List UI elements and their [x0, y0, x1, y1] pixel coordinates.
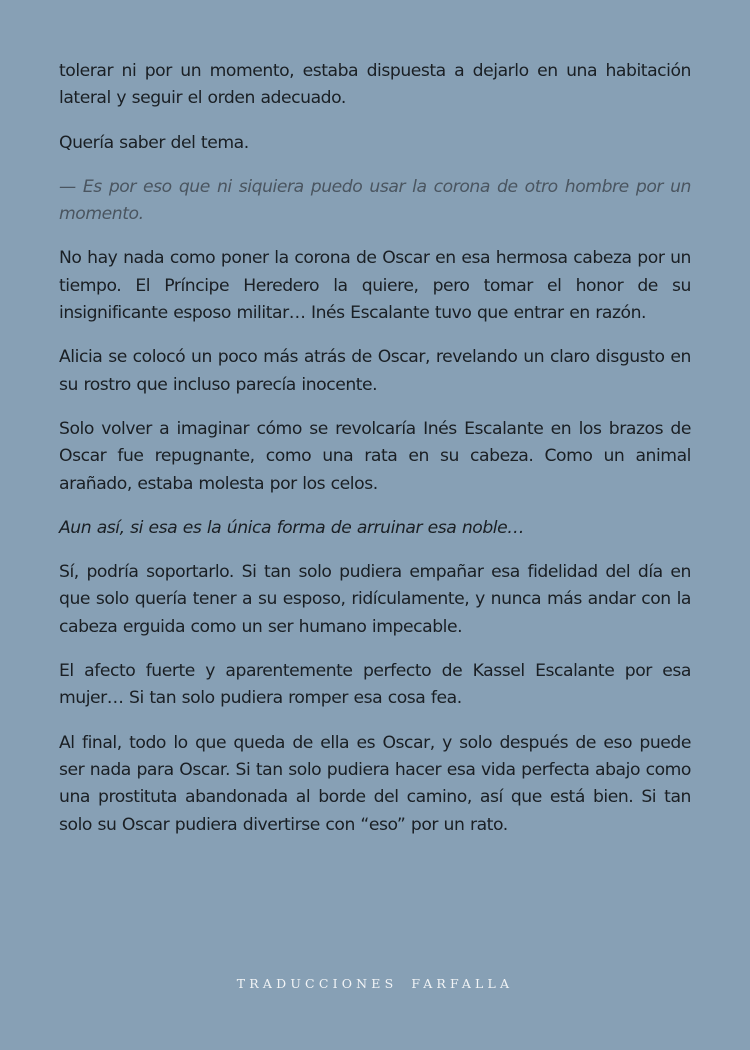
paragraph: El afecto fuerte y aparentemente perfecto de Kassel Escalante por esa mujer… Si tan solo pudiera romper esa cosa fea.: [59, 661, 691, 709]
footer-credit: [0, 976, 750, 991]
paragraph: Solo volver a imaginar cómo se revolcaría Inés Escalante en los brazos de Oscar fue repugnante, como una rata en su cabeza. Como un animal arañado, estaba molesta por los celos.: [59, 418, 691, 494]
footer-word-2: FARFALLA: [411, 976, 514, 991]
page-body: [59, 58, 691, 856]
dialogue-paragraph: — Es por eso que ni siquiera puedo usar la corona de otro hombre por un momento.: [59, 176, 691, 225]
paragraph: Al final, todo lo que queda de ella es Oscar, y solo después de eso puede ser nada para Oscar. Si tan solo pudiera hacer esa vida perfecta abajo como una prostituta abandonada al borde del camino, así que está bien. Si tan solo su Oscar pudiera divertirse con “eso” por un rato.: [59, 732, 691, 835]
paragraph: Alicia se colocó un poco más atrás de Oscar, revelando un claro disgusto en su rostro que incluso parecía inocente.: [59, 347, 691, 395]
paragraph: tolerar ni por un momento, estaba dispuesta a dejarlo en una habitación lateral y seguir el orden adecuado.: [59, 61, 691, 109]
paragraph: Sí, podría soportarlo. Si tan solo pudiera empañar esa fidelidad del día en que solo quería tener a su esposo, ridículamente, y nunca más andar con la cabeza erguida como un ser humano impecable.: [59, 562, 691, 637]
thought-paragraph: Aun así, si esa es la única forma de arruinar esa noble…: [59, 517, 524, 538]
footer-word-1: TRADUCCIONES: [236, 976, 398, 991]
paragraph: Quería saber del tema.: [59, 132, 249, 153]
paragraph: No hay nada como poner la corona de Oscar en esa hermosa cabeza por un tiempo. El Príncipe Heredero la quiere, pero tomar el honor de su insignificante esposo militar… Inés Escalante tuvo que entrar en razón.: [59, 248, 691, 324]
